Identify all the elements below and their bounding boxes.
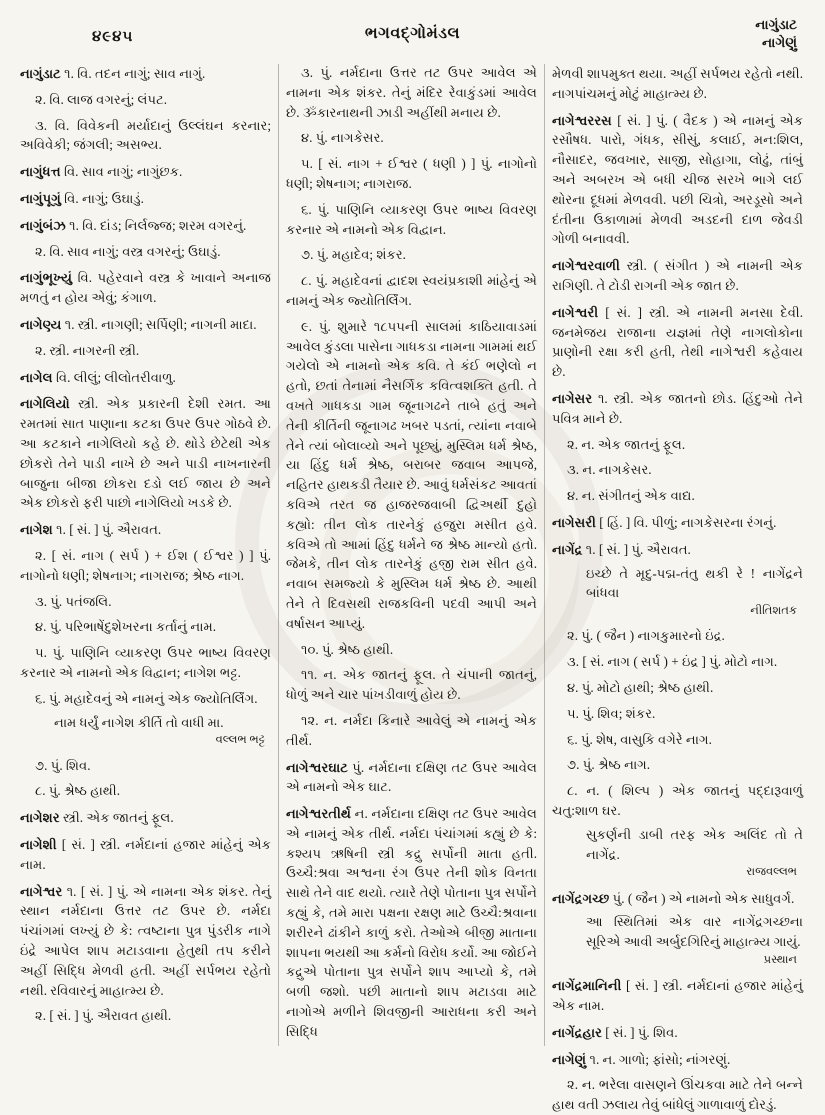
entry-sense: ૨. ન. ભરેલા વાસણને ઊંચકવા માટે તેને બન્ને હાથ વતી ઝલાય તેવું બાંધેલું ગાળાવાળું દોરડું. (552, 1077, 803, 1113)
entry-sense: ૩. [ સં. નાગ ( સર્પ ) + ઇંદ્ર ] પું. મોટો નાગ. (567, 654, 778, 670)
dictionary-entry: નાગેસર ૧. સ્ત્રી. એક જાતનો છોડ. હિંદુઓ તેને પવિત્ર માને છે. (552, 390, 803, 426)
entry-sense: ૨. પું. ( જૈન ) નાગકુમારનો ઇંદ્ર. (567, 628, 725, 644)
headword: નાગેશ્વરી (552, 304, 599, 320)
dictionary-entry: નાગુંધત્ત વિ. સાવ નાગું; નાગુંછક. (20, 164, 183, 180)
entry-sense: ૭. પું. શિવ. (35, 757, 91, 773)
entry-sense: ૨. વિ. સાવ નાગું; વસ્ત્ર વગરનું; ઉઘાડું. (35, 243, 221, 259)
entry-sense: ૮. પું. મહાદેવનાં દ્વાદશ સ્વયંપ્રકાશી માંહેનું એ નામનું એક જ્યોતિર્લિંગ. (286, 273, 537, 308)
entry-sense: ૧૦. પું. શ્રેષ્ઠ હાથી. (301, 641, 394, 657)
headword: નાગેશ (20, 522, 53, 538)
headword: નાગુંબંઝ (20, 217, 66, 233)
headword: નાગેલિયો (20, 396, 70, 412)
column-divider (278, 64, 279, 1046)
page-number: ૪૯૪૫ (92, 29, 134, 45)
entry-sense: ૧૧. ન. એક જાતનું ફૂલ. તે ચંપાની જાતનું, ધોળું અને ચાર પાંખડીવાળું હોય છે. (286, 667, 537, 703)
entry-sense: ૩. પું. નર્મદાના ઉત્તર તટ ઉપર આવેલ એ નામના એક શંકર. તેનું મંદિર રેવાકુંડમાં આવેલ છે. ૐકારનાથની ઝાડી અહીંથી મનાય છે. (286, 65, 537, 120)
dictionary-entry: નાગેંદ્રગચ્છ પું. ( જૈન ) એ નામનો એક સાધુવર્ગ. (552, 890, 795, 906)
headword: નાગેંદ્રમાનિની (552, 978, 622, 994)
headword: નાગુંડાટ (20, 66, 61, 81)
quote-text: નામ ધર્યું નાગેશ કીર્તિ તો વાધી મા. (54, 714, 224, 730)
entry-sense: ૨. વિ. લાજ વગરનું; લંપટ. (35, 91, 168, 107)
headword: નાગેશર (20, 810, 60, 826)
column-1 (20, 64, 271, 1046)
dictionary-entry: નાગેલ વિ. લીલું; લીલોતરીવાળુ. (20, 369, 176, 385)
headword: નાગેંદ્રગચ્છ (552, 890, 610, 906)
dictionary-entry: નાગેંદ્રમાનિની [ સં. ] સ્ત્રી. નર્મદાનાં હજાર માંહેનું એક નામ. (552, 978, 803, 1014)
dictionary-entry: નાગેશ્વરી [ સં. ] સ્ત્રી. એ નામની મનસા દેવી. જનમેજય રાજાના યજ્ઞમાં તેણે નાગલોકોના પ્રાણોની રક્ષા કરી હતી, તેથી નાગેશ્વરી કહેવાય છે. (552, 304, 803, 380)
headword: નાગેશ્વર (20, 883, 63, 899)
page-header (20, 8, 805, 58)
headword: નાગેસર (552, 390, 593, 406)
headword: નાગેશ્વરરસ (552, 112, 612, 128)
entry-sense: ૯. પું. શુમારે ૧૮૫૫ની સાલમાં કાઠિયાવાડમાં આવેલ કુંડલા પાસેના ગાધકડા નામના ગામમાં થઈ ગયેલો એ નામનો એક કવિ. તે કંઈ ભણેલો ન હતો, છતાં તેનામાં નૈસર્ગિક કવિત્વશક્તિ હતી. તે વખતે ગાધકડા ગામ જૂનાગઢને તાબે હતું અને તેની કીર્તિની જૂનાગઢ ખબર પડતાં, ત્યાંના નવાબે તેને ત્યાં બોલાવ્યો અને પૂછ્યું, મુસ્લિમ ધર્મ શ્રેષ્ઠ, યા હિંદુ ધર્મ શ્રેષ્ઠ, બરાબર જવાબ આપજે, નહિતર હાથકડી તૈયાર છે. આવું ધર્મસંકટ આવતાં કવિએ તરત જ હાજરજવાબી દ્વિઅર્થી દુહો કહ્યો: તીન લોક તારનેકું હજુરા મસીત હવે. કવિએ તો આમાં હિંદુ ધર્મને જ શ્રેષ્ઠ માન્યો હતો. જેમકે, તીન લોક તારનેકું હજી રામ સીત હવે. નવાબ સમજ્યો કે મુસ્લિમ ધર્મ શ્રેષ્ઠ છે. આથી તેને તે દિવસથી રાજકવિની પદવી આપી અને વર્ષાસન આપ્યું. (286, 318, 537, 631)
column-2 (286, 64, 537, 1046)
quote-text: ઇચ્છે તે મૃદુ-પદ્મ-તંતુ થકી રે ! નાગેંદ્રને બાંધવા (586, 565, 803, 601)
entry-sense: ૭. પું. મહાદેવ; શંકર. (301, 247, 406, 263)
headword: નાગેંદ્રહાર (552, 1024, 602, 1040)
dictionary-entry: નાગેશ્વરરસ [ સં. ] પું. ( વૈદક ) એ નામનું એક રસૌષધ. પારો, ગંધક, સીસું, કલાઈ, મન:શિલ, નૌસાદર, જવખાર, સાજી, સોહાગા, લોઢું, તાંબું અને અબરખ એ બધી ચીજ સરખે ભાગે લઈ થોરના દૂધમાં મેળવવી. પછી ચિત્રો, અરડૂસો અને દંતીના ઉકાળામાં મેળવી અડદની દાળ જેવડી ગોળી બનાવવી. (552, 112, 803, 247)
headword: નાગુંધત્ત (20, 164, 61, 180)
entry-sense: ૫. [ સં. નાગ + ઈશ્વર ( ધણી ) ] પું. નાગોનો ધણી; શેષનાગ; નાગરાજ. (286, 156, 537, 191)
quote-block (552, 912, 803, 969)
column-divider (544, 64, 545, 1046)
entry-sense: ૬. પું. પાણિનિ વ્યાકરણ ઉપર ભાષ્ય વિવરણ કરનાર એ નામનો એક વિદ્વાન. (286, 201, 537, 237)
text-columns (20, 64, 805, 1113)
column-3 (552, 64, 803, 1113)
dictionary-entry: નાગેશ ૧. [ સં. ] પું. ઐરાવત. (20, 522, 162, 538)
quote-text: આ સ્થિતિમાં એક વાર નાગેંદ્રગચ્છના સૂરિએ આવી અર્બુદગિરિનું માહાત્મ્ય ગાયું. (586, 914, 803, 950)
quote-cite: નીતિશતક (750, 605, 797, 618)
quote-cite: વલ્લભ ભટ્ટ (215, 734, 265, 747)
entry-sense: ૩. પું. પતંજલિ. (35, 593, 112, 609)
quote-block (552, 564, 803, 621)
dictionary-entry: નાગુંભૂખ્યું વિ. પહેરવાને વસ્ત્ર કે ખાવાને અનાજ મળતું ન હોય એવું; કંગાળ. (20, 270, 271, 306)
quote-block (20, 713, 271, 750)
entry-continuation: મેળવી શાપમુક્ત થયા. અહીં સર્પભય રહેતો નથી. નાગપાંચમનું મોટું માહાત્મ્ય છે. (552, 66, 803, 101)
headword: નાગેસરી (552, 514, 596, 530)
dictionary-entry: નાગેણું ૧. ન. ગાળો; ફાંસો; નાંગરણું. (552, 1051, 731, 1067)
dictionary-entry: નાગેંદ્રહાર [ સં. ] પું. શિવ. (552, 1024, 678, 1040)
headword: નાગેશ્વરવાળી (552, 258, 620, 274)
dictionary-entry: નાગેશી [ સં. ] સ્ત્રી. નર્મદાનાં હજાર માંહેનું એક નામ. (20, 836, 271, 872)
quote-cite: પ્રસ્થાન (763, 953, 797, 966)
headword: નાગેશ્વરતીર્થ (286, 806, 351, 822)
dictionary-entry: નાગેશ્વરઘાટ પું. નર્મદાના દક્ષિણ તટ ઉપર આવેલ એ નામનો એક ઘાટ. (286, 759, 537, 795)
book-title: ભગવદ્ગોમંડલ (364, 25, 461, 42)
headword: નાગેશ્વરઘાટ (286, 759, 348, 775)
quote-text: સુકર્ણની ડાબી તરફ એક અલિંદ તો તે નાગેંદ્ર. (586, 826, 803, 862)
entry-sense: ૬. પું. શેષ, વાસુકિ વગેરે નાગ. (567, 731, 712, 747)
entry-sense: ૨. [ સં. નાગ ( સર્પ ) + ઈશ ( ઈશ્વર ) ] પું. નાગોનો ધણી; શેષનાગ; નાગરાજ; શ્રેષ્ઠ નાગ. (20, 547, 271, 583)
entry-sense: ૭. પું. શ્રેષ્ઠ નાગ. (567, 757, 651, 773)
entry-sense: ૫. પું. શિવ; શંકર. (567, 705, 656, 721)
dictionary-entry: નાગેશ્વર ૧. [ સં. ] પું. એ નામના એક શંકર. તેનું સ્થાન નર્મદાના ઉત્તર તટ ઉપર છે. નર્મદા પંચાંગમાં લખ્યું છે કે: ત્વષ્ટાના પુત્ર પુંડરીક નાગે ઇંદ્રે આપેલ શાપ મટાડવાના હેતુથી તપ કરીને અહીં સિદ્ધિ મેળવી હતી. અહીં સર્પભય રહેતો નથી. રવિવારનું માહાત્મ્ય છે. (20, 883, 271, 998)
dictionary-entry: નાગેશર સ્ત્રી. એક જાતનું ફૂલ. (20, 810, 174, 826)
entry-sense: ૪. પું. પરિભાષેંદુશેખરના કર્તાનું નામ. (35, 619, 217, 635)
running-head-last-word: નાગેણું (762, 34, 797, 50)
dictionary-entry: નાગેશ્વરતીર્થ ન. નર્મદાના દક્ષિણ તટ ઉપર આવેલ એ નામનું એક તીર્થ. નર્મદા પંચાંગમાં કહ્યું છે કે: કશ્યપ ઋષિની સ્ત્રી કદ્રુ સર્પોની માતા હતી. ઉચ્ચૈ:શ્રવા અશ્વના રંગ ઉપર તેની શોક વિનતા સાથે તેને વાદ થયો. ત્યારે તેણે પોતાના પુત્ર સર્પોને કહ્યું કે, તમે મારા પક્ષના રક્ષણ માટે ઉચ્ચૈ:શ્રવાના શરીરને ઢાંકીને કાળું કરો. તેઓએ બીજી માતાના શાપના ભયથી આ કર્મનો વિરોધ કર્યો. આ જોઈને કદ્રુએ પોતાના પુત્ર સર્પોને શાપ આપ્યો કે, તમે બળી જશો. પછી માતાનો શાપ મટાડવા માટે નાગોએ મળીને શિવજીની આરાધના કરી અને સિદ્ધિ (286, 806, 537, 1039)
quote-block (552, 825, 803, 882)
entry-sense: ૪. ન. સંગીતનું એક વાદ્ય. (567, 488, 695, 504)
dictionary-entry: નાગુંબંઝ ૧. વિ. દાંડ; નિર્લજ્જ; શરમ વગરનું. (20, 217, 247, 233)
entry-sense: ૧૨. ન. નર્મદા કિનારે આવેલું એ નામનું એક તીર્થ. (286, 712, 537, 748)
entry-sense: ૪. પું. નાગકેસર. (301, 130, 384, 146)
headword: નાગેંદ્ર (552, 541, 583, 557)
headword: નાગેણ્ય (20, 316, 62, 332)
dictionary-entry: નાગેણ્ય ૧. સ્ત્રી. નાગણી; સર્પિણી; નાગની માદા. (20, 316, 257, 332)
dictionary-entry: નાગેશ્વરવાળી સ્ત્રી. ( સંગીત ) એ નામની એક રાગિણી. તે ટોડી રાગની એક જાત છે. (552, 258, 803, 293)
entry-sense: ૮. પું. શ્રેષ્ઠ હાથી. (35, 783, 120, 799)
quote-cite: રાજવલ્લભ (746, 866, 797, 879)
entry-sense: ૩. ન. નાગકેસર. (567, 462, 652, 478)
dictionary-entry: નાગેંદ્ર ૧. [ સં. ] પું. ઐરાવત. (552, 541, 691, 557)
headword: નાગેણું (552, 1051, 587, 1067)
running-head-first-word: નાગુંડાટ (755, 17, 797, 32)
running-heads (755, 16, 797, 51)
entry-sense: ૬. પું. મહાદેવનું એ નામનું એક જ્યોતિર્લિંગ. (35, 690, 258, 706)
dictionary-entry: નાગેલિયો સ્ત્રી. એક પ્રકારની દેશી રમત. આ રમતમાં સાત પાણાના કટકા ઉપર ઉપર ગોઠવે છે. આ કટકાને નાગેલિયો કહે છે. થોડે છેટેથી એક છોકરો તેને પાડી નાખે છે અને પાડી નાખનારની બાજુના બીજા છોકરા દડો લઈ જાય છે અને એક છોકરો ફરી પાછો નાગેલિયો ખડકે છે. (20, 396, 271, 511)
headword: નાગેશી (20, 836, 57, 852)
dictionary-entry: નાગુંડાટ ૧. વિ. તદન નાગું; સાવ નાગું. (20, 66, 206, 81)
dictionary-entry: નાગેસરી [ હિં. ] વિ. પીળું; નાગકેસરના રંગનું. (552, 514, 777, 530)
entry-sense: ૫. પું. પાણિનિ વ્યાકરણ ઉપર ભાષ્ય વિવરણ કરનાર એ નામનો એક વિદ્વાન; નાગેશ ભટ્ટ. (20, 645, 271, 680)
entry-sense: ૩. વિ. વિવેકની મર્યાદાનું ઉલ્લંઘન કરનાર; અવિવેકી; જંગલી; અસભ્ય. (20, 117, 271, 153)
headword: નાગુંપૂગું (20, 190, 61, 206)
entry-sense: ૮. ન. ( શિલ્પ ) એક જાતનું પદ્દારૂવાળું ચતુ:શાળ ઘર. (552, 783, 803, 818)
headword: નાગેલ (20, 369, 53, 385)
headword: નાગુંભૂખ્યું (20, 270, 73, 286)
entry-sense: ૨. [ સં. ] પું. ઐરાવત હાથી. (35, 1008, 172, 1024)
entry-sense: ૪. પું. મોટો હાથી; શ્રેષ્ઠ હાથી. (567, 679, 714, 695)
entry-sense: ૨. સ્ત્રી. નાગરની સ્ત્રી. (35, 342, 140, 358)
entry-sense: ૨. ન. એક જાતનું ફૂલ. (567, 436, 686, 452)
dictionary-entry: નાગુંપૂગું વિ. નાગું; ઉઘાડું. (20, 190, 144, 206)
